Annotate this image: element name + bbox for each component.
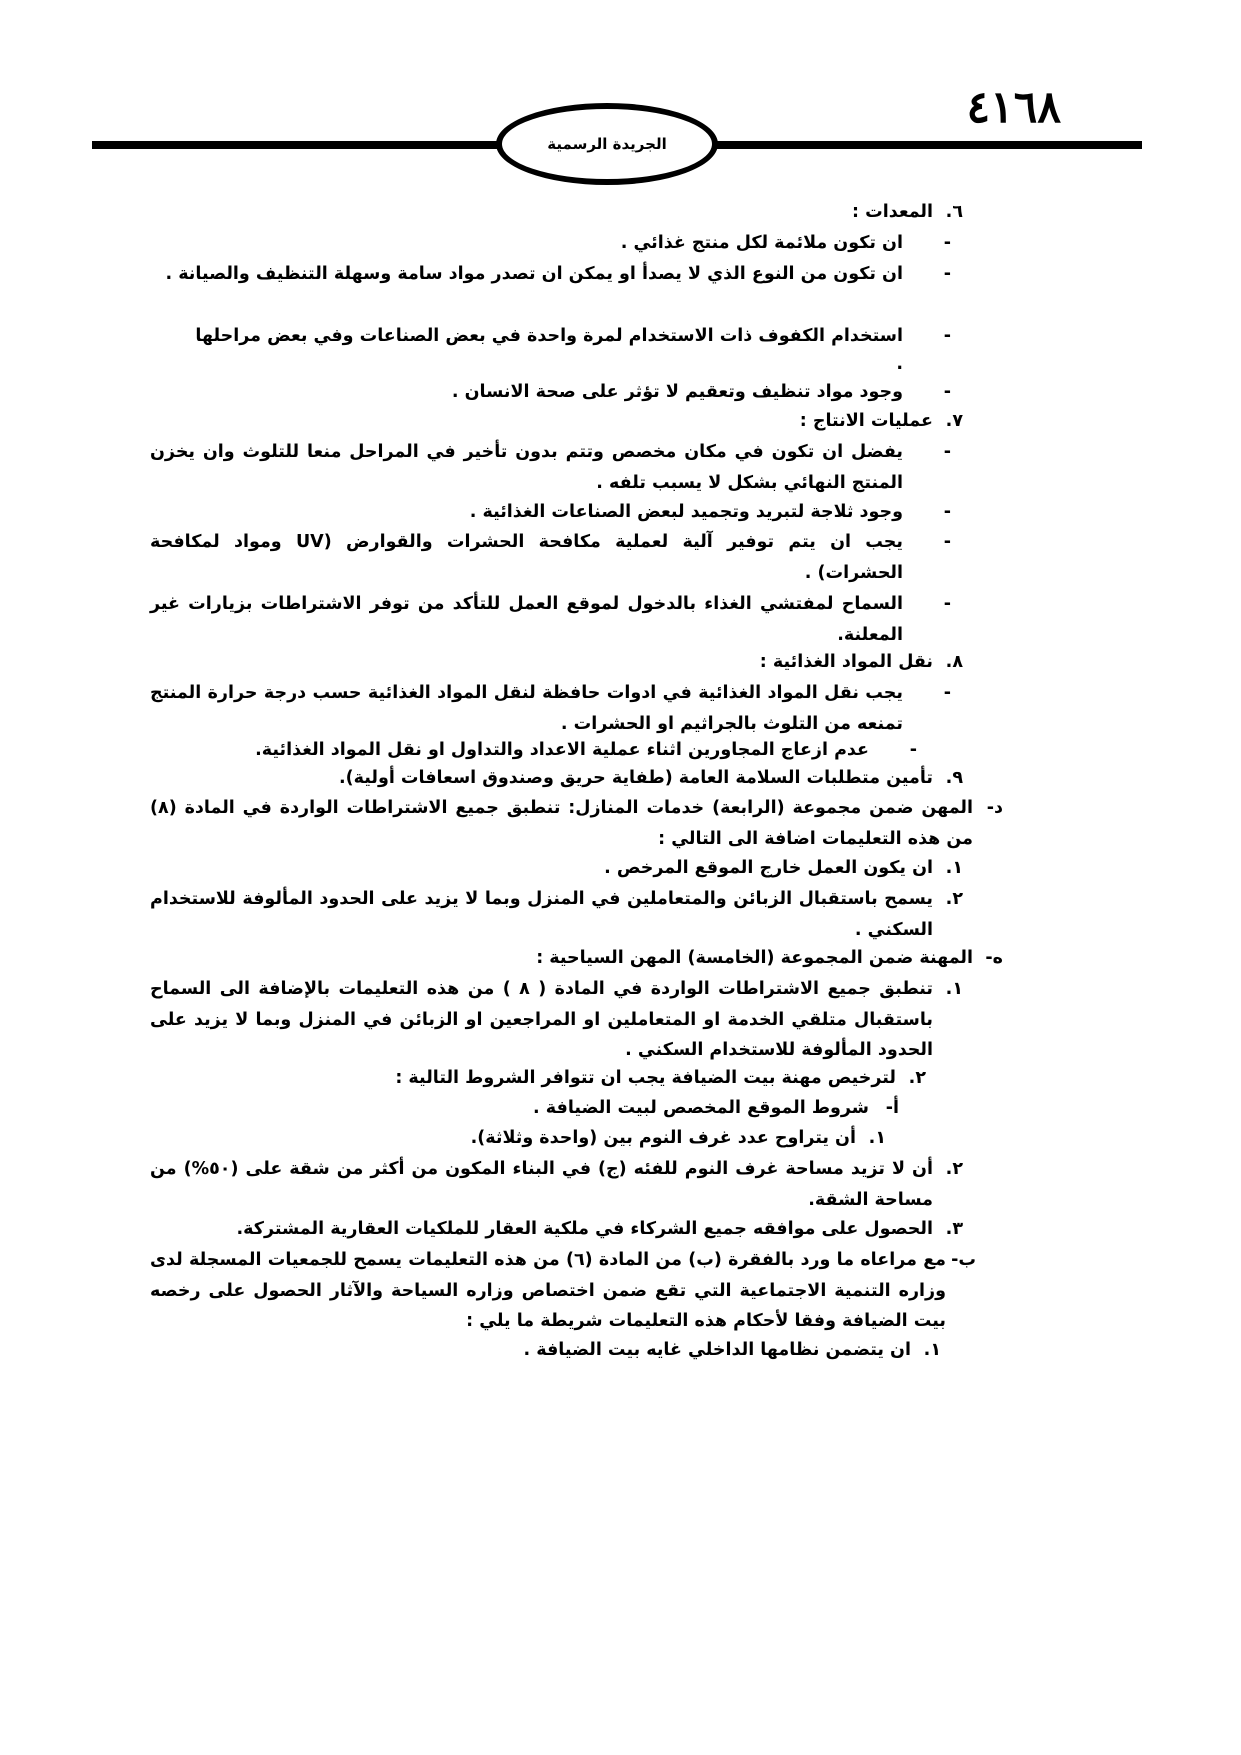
list-item <box>150 735 917 766</box>
list-item <box>150 1063 926 1094</box>
item-marker: ١. <box>945 979 963 999</box>
list-item <box>150 974 963 1066</box>
item-marker: - <box>943 326 951 346</box>
item-text: الحصول على موافقه جميع الشركاء في ملكية العقار للملكيات العقارية المشتركة. <box>236 1219 933 1239</box>
item-text: تأمين متطلبات السلامة العامة (طفاية حريق وصندوق اسعافات أولية). <box>338 768 933 788</box>
item-marker: ١. <box>923 1340 941 1360</box>
sub-clause-a <box>150 1093 899 1124</box>
list-item <box>150 527 951 588</box>
list-item <box>150 437 951 498</box>
item-text: ان يتضمن نظامها الداخلي غايه بيت الضيافة . <box>523 1340 911 1360</box>
item-text: ان تكون ملائمة لكل منتج غذائي . <box>620 233 903 253</box>
section-7-heading <box>150 406 963 437</box>
header-rule-right <box>712 141 1142 149</box>
list-item <box>150 1123 886 1154</box>
clause-e <box>150 943 1003 974</box>
item-marker: ١. <box>945 858 963 878</box>
page-number: ٤١٦٨ <box>966 82 1061 133</box>
item-text: يفضل ان تكون في مكان مخصص وتتم بدون تأخير في المراحل منعا للتلوث وان يخزن المنتج النهائي بشكل لا يسبب تلفه . <box>150 442 903 493</box>
list-item <box>150 1154 963 1215</box>
item-marker: - <box>943 264 951 284</box>
list-item <box>150 321 951 352</box>
item-marker: ٨. <box>945 652 963 672</box>
item-text: عدم ازعاج المجاورين اثناء عملية الاعداد والتداول او نقل المواد الغذائية. <box>255 740 869 760</box>
item-marker: ه- <box>985 948 1003 968</box>
item-marker: ٢. <box>908 1068 926 1088</box>
list-item <box>150 377 951 408</box>
item-text: ان يكون العمل خارج الموقع المرخص . <box>604 858 933 878</box>
item-text: تنطبق جميع الاشتراطات الواردة في المادة ( ٨ ) من هذه التعليمات بالإضافة الى السماح باستقبال متلقي الخدمة او المتعاملين او المراجعين او الزبائن في المنزل وبما لا يزيد على الحدود المألوفة للاستخدام السكني . <box>150 979 933 1060</box>
list-item <box>150 259 951 290</box>
item-marker: ٦. <box>945 202 963 222</box>
item-text: ان تكون من النوع الذي لا يصدأ او يمكن ان تصدر مواد سامة وسهلة التنظيف والصيانة . <box>165 264 903 284</box>
item-text: يجب ان يتم توفير آلية لعملية مكافحة الحشرات والقوارض (UV ومواد لمكافحة الحشرات) . <box>150 532 903 583</box>
item-text: أن لا تزيد مساحة غرف النوم للفئه (ج) في البناء المكون من أكثر من شقة على (٥٠%) من مساحة الشقة. <box>150 1159 933 1210</box>
item-text: يسمح باستقبال الزبائن والمتعاملين في المنزل وبما لا يزيد على الحدود المألوفة للاستخدام السكني . <box>150 889 933 940</box>
item-marker: - <box>943 233 951 253</box>
list-item <box>150 589 951 650</box>
item-marker: - <box>943 382 951 402</box>
item-text: أن يتراوح عدد غرف النوم بين (واحدة وثلاثة). <box>470 1128 856 1148</box>
item-text: استخدام الكفوف ذات الاستخدام لمرة واحدة في بعض الصناعات وفي بعض مراحلها <box>195 326 903 346</box>
item-marker: د- <box>986 798 1003 818</box>
item-marker: ٢. <box>945 889 963 909</box>
list-item <box>150 1214 963 1245</box>
stray-period <box>883 349 903 380</box>
item-text: السماح لمفتشي الغذاء بالدخول لموقع العمل للتأكد من توفر الاشتراطات بزيارات غير المعلنة. <box>150 594 903 645</box>
item-marker: - <box>943 683 951 703</box>
section-6-heading <box>150 197 963 228</box>
item-marker: - <box>943 442 951 462</box>
item-marker: ٢. <box>945 1159 963 1179</box>
list-item <box>150 1335 941 1366</box>
item-marker: - <box>909 740 917 760</box>
item-marker: - <box>943 502 951 522</box>
header-rule-left <box>92 141 502 149</box>
sub-clause-b <box>150 1245 976 1337</box>
item-text: المهنة ضمن المجموعة (الخامسة) المهن السياحية : <box>536 948 973 968</box>
clause-d <box>150 793 1003 854</box>
section-8-heading <box>150 647 963 678</box>
item-marker: ب- <box>951 1250 976 1270</box>
item-text: عمليات الانتاج : <box>799 411 933 431</box>
item-text: شروط الموقع المخصص لبيت الضيافة . <box>533 1098 869 1118</box>
gazette-title: الجريدة الرسمية <box>547 135 667 153</box>
item-marker: - <box>943 594 951 614</box>
item-text: وجود مواد تنظيف وتعقيم لا تؤثر على صحة الانسان . <box>451 382 903 402</box>
gazette-title-oval <box>496 103 718 185</box>
item-marker: أ- <box>885 1098 899 1118</box>
item-marker: ٣. <box>945 1219 963 1239</box>
item-text: . <box>896 354 903 374</box>
list-item <box>150 228 951 259</box>
list-item <box>150 884 963 945</box>
item-marker: ١. <box>868 1128 886 1148</box>
list-item <box>150 678 951 739</box>
item-marker: ٩. <box>945 768 963 788</box>
item-text: وجود ثلاجة لتبريد وتجميد لبعض الصناعات الغذائية . <box>469 502 903 522</box>
item-text: المعدات : <box>852 202 933 222</box>
item-text: المهن ضمن مجموعة (الرابعة) خدمات المنازل: تنطبق جميع الاشتراطات الواردة في المادة (٨) من هذه التعليمات اضافة الى التالي : <box>150 798 973 849</box>
item-text: يجب نقل المواد الغذائية في ادوات حافظة لنقل المواد الغذائية حسب درجة حرارة المنتج تمنعه من التلوث بالجراثيم او الحشرات . <box>150 683 903 734</box>
item-text: لترخيص مهنة بيت الضيافة يجب ان تتوافر الشروط التالية : <box>395 1068 896 1088</box>
section-9-heading <box>150 763 963 794</box>
list-item <box>150 497 951 528</box>
list-item <box>150 853 963 884</box>
item-marker: ٧. <box>945 411 963 431</box>
item-text: مع مراعاه ما ورد بالفقرة (ب) من المادة (٦) من هذه التعليمات يسمح للجمعيات المسجلة لدى وزاره التنمية الاجتماعية التي تقع ضمن اختصاص وزاره السياحة والآثار الحصول على رخصه بيت الضيافة وفقا لأحكام هذه التعليمات شريطة ما يلي : <box>150 1250 946 1331</box>
item-text: نقل المواد الغذائية : <box>759 652 933 672</box>
item-marker: - <box>943 532 951 552</box>
